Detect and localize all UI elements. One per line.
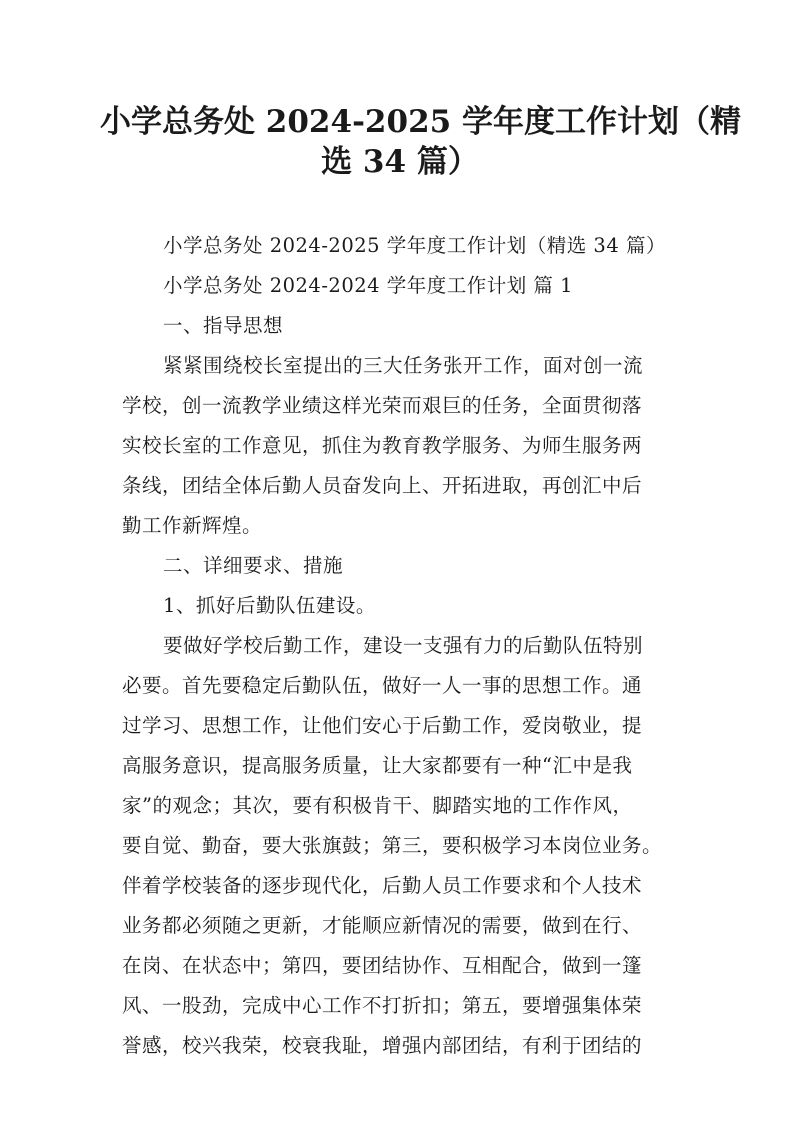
body-line-section-heading: 小学总务处 2024-2024 学年度工作计划 篇 1 [163, 274, 574, 297]
body-line: 勤工作新辉煌。 [122, 514, 263, 537]
body-line: 实校长室的工作意见，抓住为教育教学服务、为师生服务两 [122, 434, 643, 457]
body-line: 紧紧围绕校长室提出的三大任务张开工作，面对创一流 [163, 354, 644, 377]
body-line: 学校，创一流教学业绩这样光荣而艰巨的任务，全面贯彻落 [122, 394, 643, 417]
body-line-heading-2: 二、详细要求、措施 [163, 554, 344, 577]
body-line-subheading: 1、抓好后勤队伍建设。 [163, 594, 376, 617]
body-line: 必要。首先要稳定后勤队伍，做好一人一事的思想工作。通 [122, 674, 643, 697]
body-line-heading-1: 一、指导思想 [163, 314, 284, 337]
body-line: 要自觉、勤奋，要大张旗鼓；第三，要积极学习本岗位业务。 [122, 834, 663, 857]
body-line: 高服务意识，提高服务质量，让大家都要有一种“汇中是我 [122, 754, 633, 777]
document-title-line-2: 选 34 篇） [321, 144, 479, 180]
body-line-subtitle: 小学总务处 2024-2025 学年度工作计划（精选 34 篇） [163, 234, 666, 257]
body-line: 家”的观念；其次，要有积极肯干、脚踏实地的工作作风， [122, 794, 633, 817]
body-line: 在岗、在状态中；第四，要团结协作、互相配合，做到一篷 [122, 954, 643, 977]
body-line: 伴着学校装备的逐步现代化，后勤人员工作要求和个人技术 [122, 874, 643, 897]
body-line: 条线，团结全体后勤人员奋发向上、开拓进取，再创汇中后 [122, 474, 643, 497]
body-line: 过学习、思想工作，让他们安心于后勤工作，爱岗敬业，提 [122, 714, 643, 737]
body-line: 风、一股劲，完成中心工作不打折扣；第五，要增强集体荣 [122, 994, 643, 1017]
document-title-line-1: 小学总务处 2024-2025 学年度工作计划（精 [100, 104, 742, 140]
body-line: 业务都必须随之更新，才能顺应新情况的需要，做到在行、 [122, 914, 643, 937]
body-line: 要做好学校后勤工作，建设一支强有力的后勤队伍特别 [163, 634, 644, 657]
body-line: 誉感，校兴我荣，校衰我耻，增强内部团结，有利于团结的 [122, 1034, 643, 1057]
